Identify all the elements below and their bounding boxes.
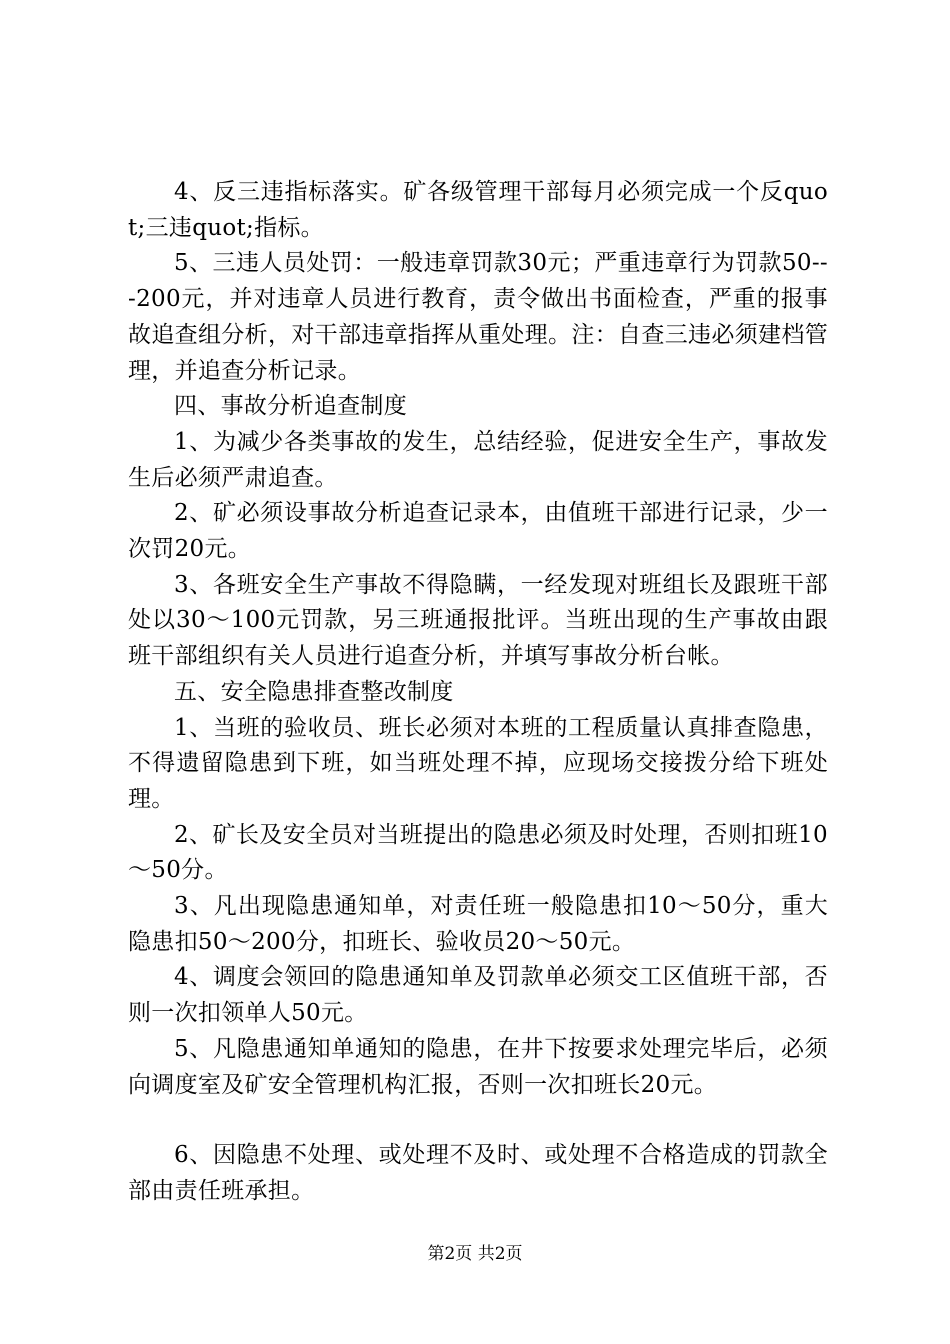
section-heading-accident-analysis: 四、事故分析追查制度 — [174, 393, 407, 420]
paragraph-item-4: 4、反三违指标落实。矿各级管理干部每月必须完成一个反quot;三违quot;指标。 — [128, 179, 828, 241]
paragraph-hazard-1: 1、当班的验收员、班长必须对本班的工程质量认真排查隐患，不得遗留隐患到下班，如当班处理不掉，应现场交接拨分给下班处理。 — [128, 714, 828, 812]
paragraph-accident-1: 1、为减少各类事故的发生，总结经验，促进安全生产，事故发生后必须严肃追查。 — [128, 428, 828, 491]
paragraph-hazard-4: 4、调度会领回的隐患通知单及罚款单必须交工区值班干部，否则一次扣领单人50元。 — [128, 964, 828, 1027]
paragraph-accident-3: 3、各班安全生产事故不得隐瞒，一经发现对班组长及跟班干部处以30～100元罚款，另三班通报批评。当班出现的生产事故由跟班干部组织有关人员进行追查分析，并填写事故分析台帐。 — [128, 571, 828, 670]
section-heading-hazard-inspection: 五、安全隐患排查整改制度 — [174, 678, 454, 705]
document-body — [128, 175, 828, 1210]
paragraph-hazard-3: 3、凡出现隐患通知单，对责任班一般隐患扣10～50分，重大隐患扣50～200分，扣班长、验收员20～50元。 — [128, 893, 828, 955]
paragraph-accident-2: 2、矿必须设事故分析追查记录本，由值班干部进行记录，少一次罚20元。 — [128, 500, 828, 563]
paragraph-hazard-5: 5、凡隐患通知单通知的隐患，在井下按要求处理完毕后，必须向调度室及矿安全管理机构汇报，否则一次扣班长20元。 — [128, 1035, 828, 1098]
page-number-footer: 第2页 共2页 — [427, 1244, 523, 1264]
paragraph-hazard-6: 6、因隐患不处理、或处理不及时、或处理不合格造成的罚款全部由责任班承担。 — [128, 1142, 828, 1204]
paragraph-item-5: 5、三违人员处罚：一般违章罚款30元；严重违章行为罚款50---200元，并对违章人员进行教育，责令做出书面检查，严重的报事故追查组分析，对干部违章指挥从重处理。注：自查三违必须建档管理，并追查分析记录。 — [128, 250, 828, 384]
paragraph-hazard-2: 2、矿长及安全员对当班提出的隐患必须及时处理，否则扣班10～50分。 — [128, 821, 828, 884]
